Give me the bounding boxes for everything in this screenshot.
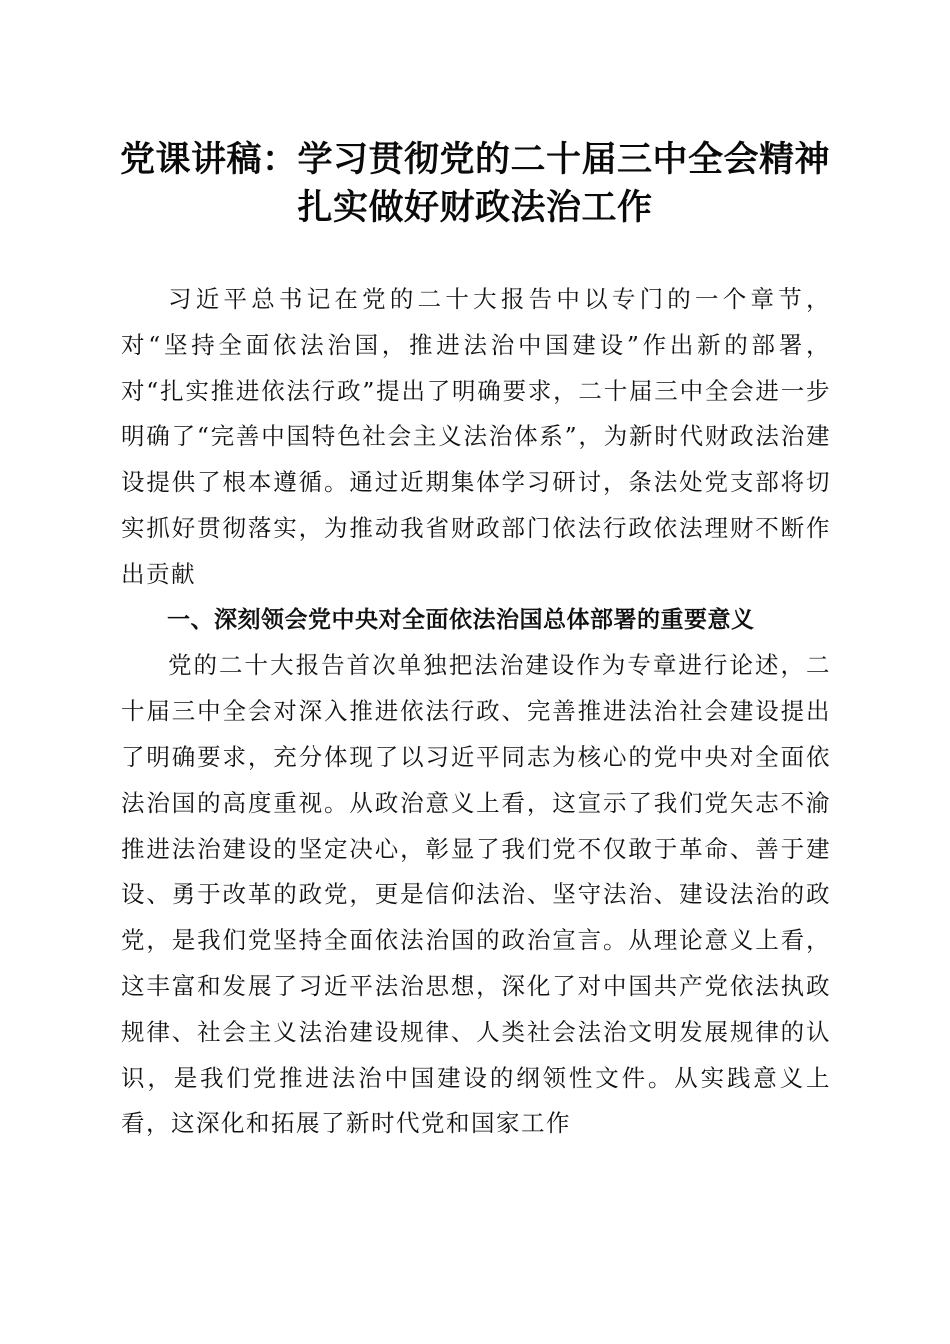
section-1-paragraph: 党的二十大报告首次单独把法治建设作为专章进行论述，二十届三中全会对深入推进依法行政、完善推进法治社会建设提出了明确要求，充分体现了以习近平同志为核心的党中央对全面依法治国的高度重视。从政治意义上看，这宣示了我们党矢志不渝推进法治建设的坚定决心，彰显了我们党不仅敢于革命、善于建设、勇于改革的政党，更是信仰法治、坚守法治、建设法治的政党，是我们党坚持全面依法治国的政治宣言。从理论意义上看，这丰富和发展了习近平法治思想，深化了对中国共产党依法执政规律、社会主义法治建设规律、人类社会法治文明发展规律的认识，是我们党推进法治中国建设的纲领性文件。从实践意义上看，这深化和拓展了新时代党和国家工作 (121, 651, 831, 1138)
intro-paragraph: 习近平总书记在党的二十大报告中以专门的一个章节，对“坚持全面依法治国，推进法治中国建设”作出新的部署，对“扎实推进依法行政”提出了明确要求，二十届三中全会进一步明确了“完善中国特色社会主义法治体系”，为新时代财政法治建设提供了根本遵循。通过近期集体学习研讨，条法处党支部将切实抓好贯彻落实，为推动我省财政部门依法行政依法理财不断作出贡献 (121, 285, 831, 588)
title-line-1: 党课讲稿：学习贯彻党的二十届三中全会精神 (119, 139, 830, 180)
document-body (121, 277, 831, 1147)
title-line-2: 扎实做好财政法治工作 (297, 187, 653, 228)
document-title (100, 136, 850, 232)
section-1-heading: 一、深刻领会党中央对全面依法治国总体部署的重要意义 (167, 606, 755, 633)
